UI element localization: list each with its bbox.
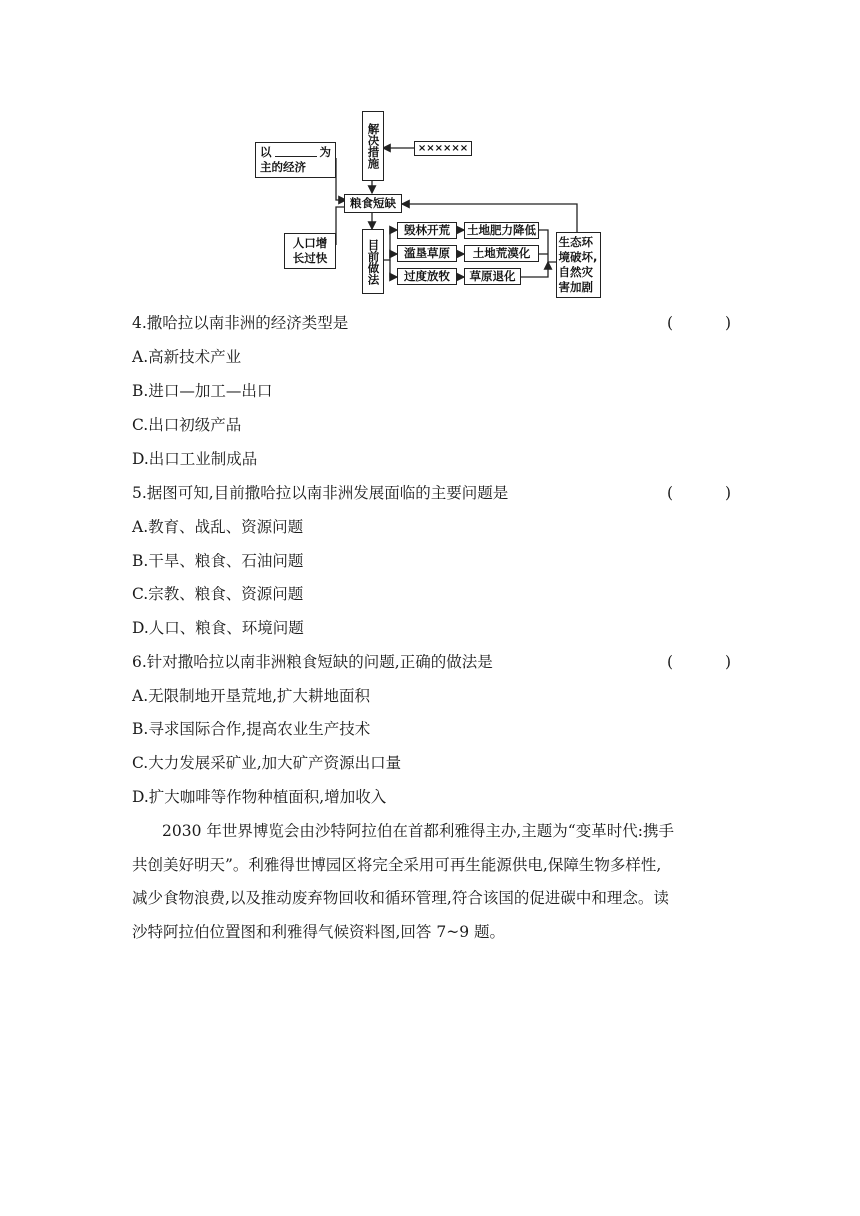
answer-blank: ( ) — [667, 484, 731, 502]
box-current — [362, 229, 384, 294]
passage-line-2: 共创美好明天”。利雅得世博园区将完全采用可再生能源供电,保障生物多样性, — [132, 855, 662, 874]
passage-line-4: 沙特阿拉伯位置图和利雅得气候资料图,回答 7~9 题。 — [132, 922, 505, 941]
option-c: C.大力发展采矿业,加大矿产资源出口量 — [132, 754, 402, 772]
option-c: C.出口初级产品 — [132, 416, 242, 434]
box-eco-text: 生态环境破坏,自然灾害加剧 — [558, 235, 598, 294]
option-b: B.进口—加工—出口 — [132, 382, 273, 400]
flow-diagram — [0, 0, 860, 310]
box-deforest — [397, 222, 457, 239]
question-stem: 4.撒哈拉以南非洲的经济类型是 — [132, 314, 349, 332]
box-solution — [362, 111, 384, 181]
box-soil-text: 土地肥力降低 — [467, 223, 536, 237]
box-xxx-text: ×××××× — [417, 143, 469, 154]
passage — [132, 815, 732, 949]
answer-blank: ( ) — [667, 653, 731, 671]
box-reclaim-text: 滥垦草原 — [404, 246, 450, 260]
box-xxx — [414, 141, 472, 156]
question-stem: 5.据图可知,目前撒哈拉以南非洲发展面临的主要问题是 — [132, 484, 509, 502]
box-food-shortage — [344, 194, 402, 213]
answer-blank: ( ) — [667, 314, 731, 332]
box-economy-line2: 主的经济 — [260, 160, 306, 174]
box-population — [284, 233, 336, 269]
option-a: A.高新技术产业 — [132, 348, 242, 366]
box-grassland-text: 草原退化 — [469, 269, 516, 283]
box-overgraze — [397, 268, 457, 285]
box-overgraze-text: 过度放牧 — [404, 269, 450, 283]
option-a: A.无限制地开垦荒地,扩大耕地面积 — [132, 687, 371, 705]
option-b: B.干旱、粮食、石油问题 — [132, 552, 304, 570]
box-economy-prefix: 以 — [260, 145, 272, 159]
box-population-text: 人口增长过快 — [292, 236, 328, 265]
box-food-text: 粮食短缺 — [350, 196, 396, 210]
box-soil — [464, 222, 539, 239]
box-deforest-text: 毁林开荒 — [404, 223, 450, 237]
option-d: D.人口、粮食、环境问题 — [132, 619, 304, 637]
box-economy — [255, 142, 336, 178]
option-d: D.扩大咖啡等作物种植面积,增加收入 — [132, 788, 387, 806]
box-current-text: 目前做法 — [366, 238, 381, 285]
option-a: A.教育、战乱、资源问题 — [132, 518, 304, 536]
option-d: D.出口工业制成品 — [132, 450, 258, 468]
box-economy-blank — [275, 145, 317, 157]
box-eco — [556, 232, 601, 298]
passage-line-3: 减少食物浪费,以及推动废弃物回收和循环管理,符合该国的促进碳中和理念。读 — [132, 889, 669, 907]
box-reclaim — [397, 245, 457, 262]
box-economy-suffix: 为 — [319, 145, 331, 159]
box-grassland — [464, 268, 521, 285]
option-b: B.寻求国际合作,提高农业生产技术 — [132, 720, 371, 738]
question-stem: 6.针对撒哈拉以南非洲粮食短缺的问题,正确的做法是 — [132, 653, 493, 671]
box-desert-text: 土地荒漠化 — [472, 246, 531, 260]
box-desert — [464, 245, 539, 262]
option-c: C.宗教、粮食、资源问题 — [132, 585, 304, 603]
passage-line-1: 2030 年世界博览会由沙特阿拉伯在首都利雅得主办,主题为“变革时代:携手 — [162, 822, 674, 840]
box-solution-text: 解决措施 — [366, 123, 381, 169]
